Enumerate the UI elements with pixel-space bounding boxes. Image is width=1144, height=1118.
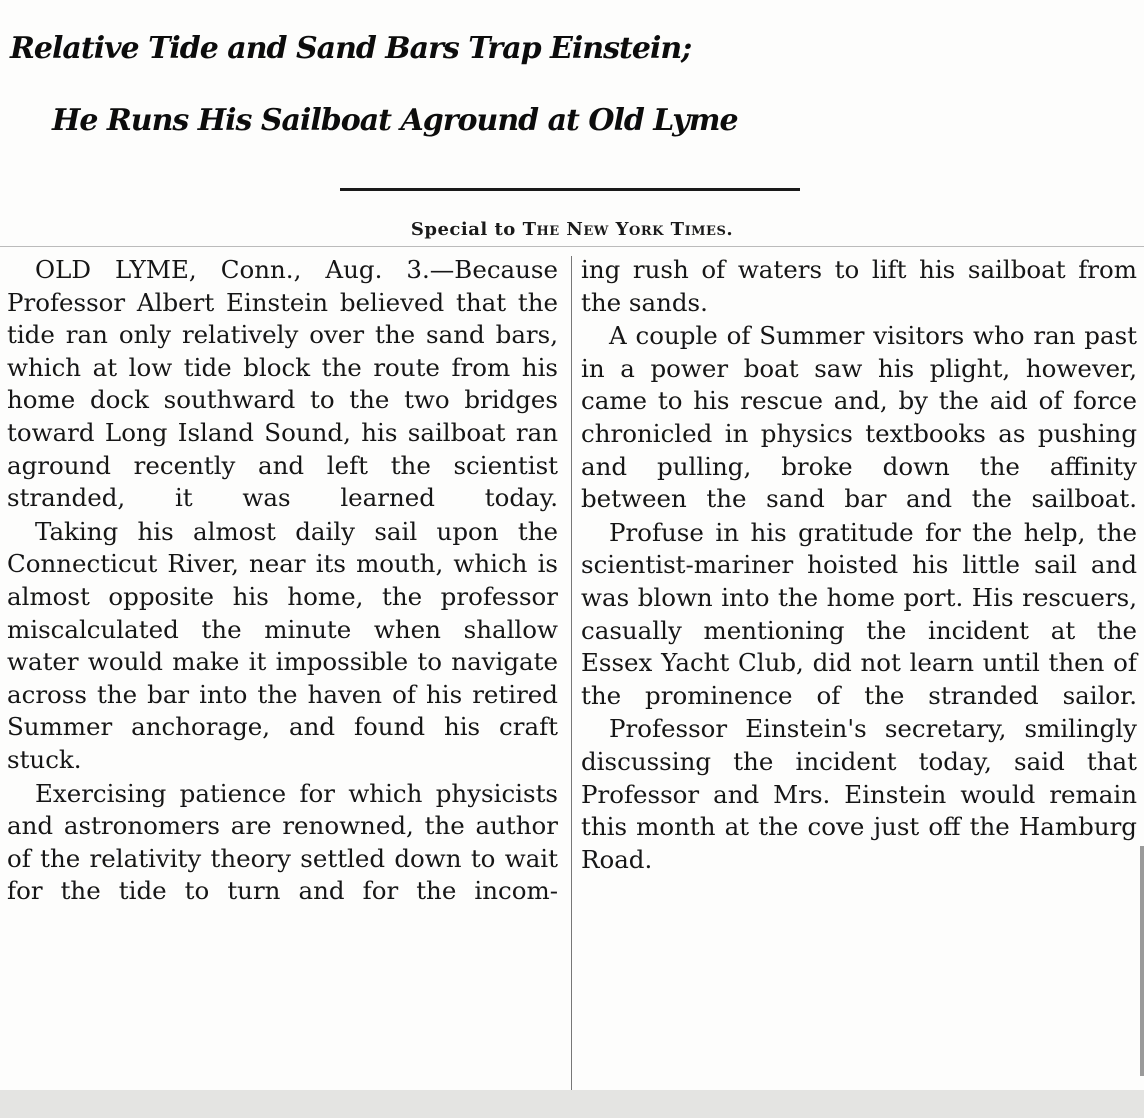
paragraph: ing rush of waters to lift his sailboat from the sands. [581, 255, 1137, 317]
column-divider [571, 256, 572, 1090]
paragraph: Professor Einstein's secretary, smilingly discussing the incident today, said that Professor and Mrs. Einstein would remain this month at the cove just off the Hamburg Road. [581, 714, 1137, 874]
paragraph: OLD LYME, Conn., Aug. 3.—Because Professor Albert Einstein believed that the tide ran only relatively over the sand bars, which at low tide block the route from his home dock southward to the two bridges toward Long Island Sound, his sailboat ran aground recently and left the scientist stranded, it was learned today. [7, 255, 558, 513]
dateline-prefix: Special to [410, 219, 523, 240]
headline-line-1: Relative Tide and Sand Bars Trap Einstein; [10, 31, 692, 66]
headline-rule [340, 188, 800, 191]
dateline-source: The New York Times [522, 219, 727, 240]
paragraph: A couple of Summer visitors who ran past in a power boat saw his plight, however, came to his rescue and, by the aid of force chronicled in physics textbooks as pushing and pulling, broke down the affinity between the sand bar and the sailboat. [581, 321, 1137, 514]
dateline-suffix: . [726, 219, 734, 240]
headline-line-2: He Runs His Sailboat Aground at Old Lyme [52, 103, 738, 138]
article-column-right [581, 254, 1137, 876]
paragraph: Exercising patience for which physicists and astronomers are renowned, the author of the relativity theory settled down to wait for the tide to turn and for the incom- [7, 778, 558, 906]
page-edge-rule [1140, 846, 1144, 1076]
paragraph: Taking his almost daily sail upon the Connecticut River, near its mouth, which is almost opposite his home, the professor miscalculated the minute when shallow water would make it impossible to navigate across the bar into the haven of his retired Summer anchorage, and found his craft stuck. [7, 516, 558, 774]
paragraph: Profuse in his gratitude for the help, the scientist-mariner hoisted his little sail and was blown into the home port. His rescuers, casually mentioning the incident at the Essex Yacht Club, did not learn until then of the prominence of the stranded sailor. [581, 517, 1137, 710]
article-column-left [7, 254, 558, 908]
dateline [0, 219, 1144, 240]
column-top-rule [0, 246, 1144, 247]
